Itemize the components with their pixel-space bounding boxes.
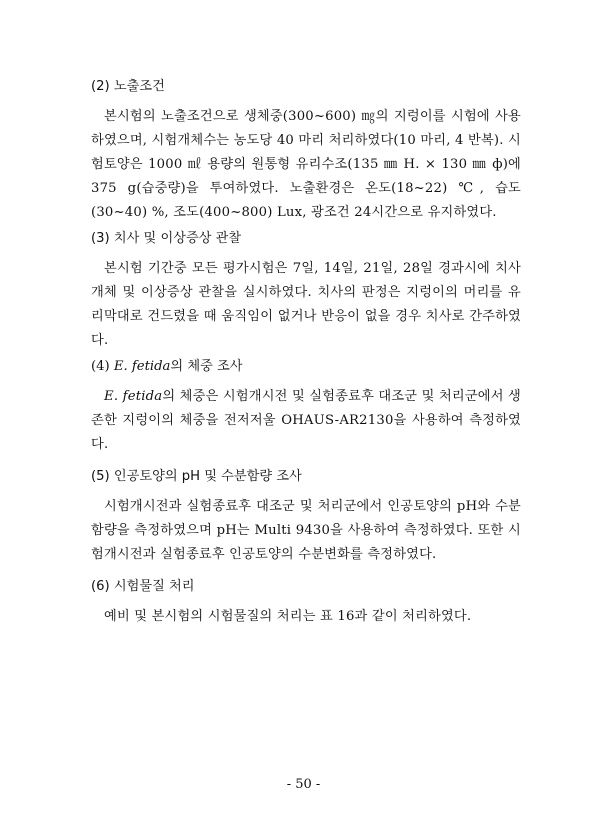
section-mortality-observation <box>91 230 521 353</box>
section-body: 예비 및 본시험의 시험물질의 처리는 표 16과 같이 처리하였다. <box>104 609 472 624</box>
body-text: 의 체중은 시험개시전 및 실험종료후 대조군 및 처리군에서 생존한 지렁이의 체중을 전저저울 OHAUS-AR2130을 사용하여 측정하였다. <box>91 389 521 452</box>
page-number: - 50 - <box>286 777 321 792</box>
section-heading: (6) 시험물질 처리 <box>91 579 195 594</box>
section-body: 본시험의 노출조건으로 생체중(300~600) ㎎의 지렁이를 시험에 사용하였으며, 시험개체수는 농도당 40 마리 처리하였다(10 마리, 4 반복). 시험토양은 1000 ㎖ 용량의 원통형 유리수조(135 ㎜ H. × 130 ㎜ ф)에 375 g(습중량)을 투여하였다. 노출환경은 온도(18~22) ℃, 습도(30~40) %, 조도(400~800) Lux, 광조건 24시간으로 유지하였다. <box>91 109 522 220</box>
section-heading: (2) 노출조건 <box>91 79 165 94</box>
section-body-weight <box>91 358 521 457</box>
section-body <box>91 385 521 457</box>
section-heading: (3) 치사 및 이상증상 관찰 <box>91 231 242 246</box>
section-heading: (5) 인공토양의 pH 및 수분함량 조사 <box>91 469 302 484</box>
heading-number: (4) <box>91 359 114 374</box>
section-exposure-conditions <box>91 78 521 225</box>
section-body: 본시험 기간중 모든 평가시험은 7일, 14일, 21일, 28일 경과시에 치사개체 및 이상증상 관찰을 실시하였다. 치사의 판정은 지렁이의 머리를 유리막대로 건드렸을 때 움직임이 없거나 반응이 없을 경우 치사로 간주하였다. <box>91 261 521 348</box>
species-name: E. fetida <box>113 359 171 374</box>
species-name: E. fetida <box>104 389 163 404</box>
section-body: 시험개시전과 실험종료후 대조군 및 처리군에서 인공토양의 pH와 수분함량을 측정하였으며 pH는 Multi 9430을 사용하여 측정하였다. 또한 시험개시전과 실험종료후 인공토양의 수분변화를 측정하였다. <box>91 499 521 562</box>
heading-text: 의 체중 조사 <box>170 359 243 374</box>
section-heading <box>91 358 521 375</box>
section-test-substance-treatment <box>91 578 521 629</box>
section-soil-ph-moisture <box>91 468 521 567</box>
